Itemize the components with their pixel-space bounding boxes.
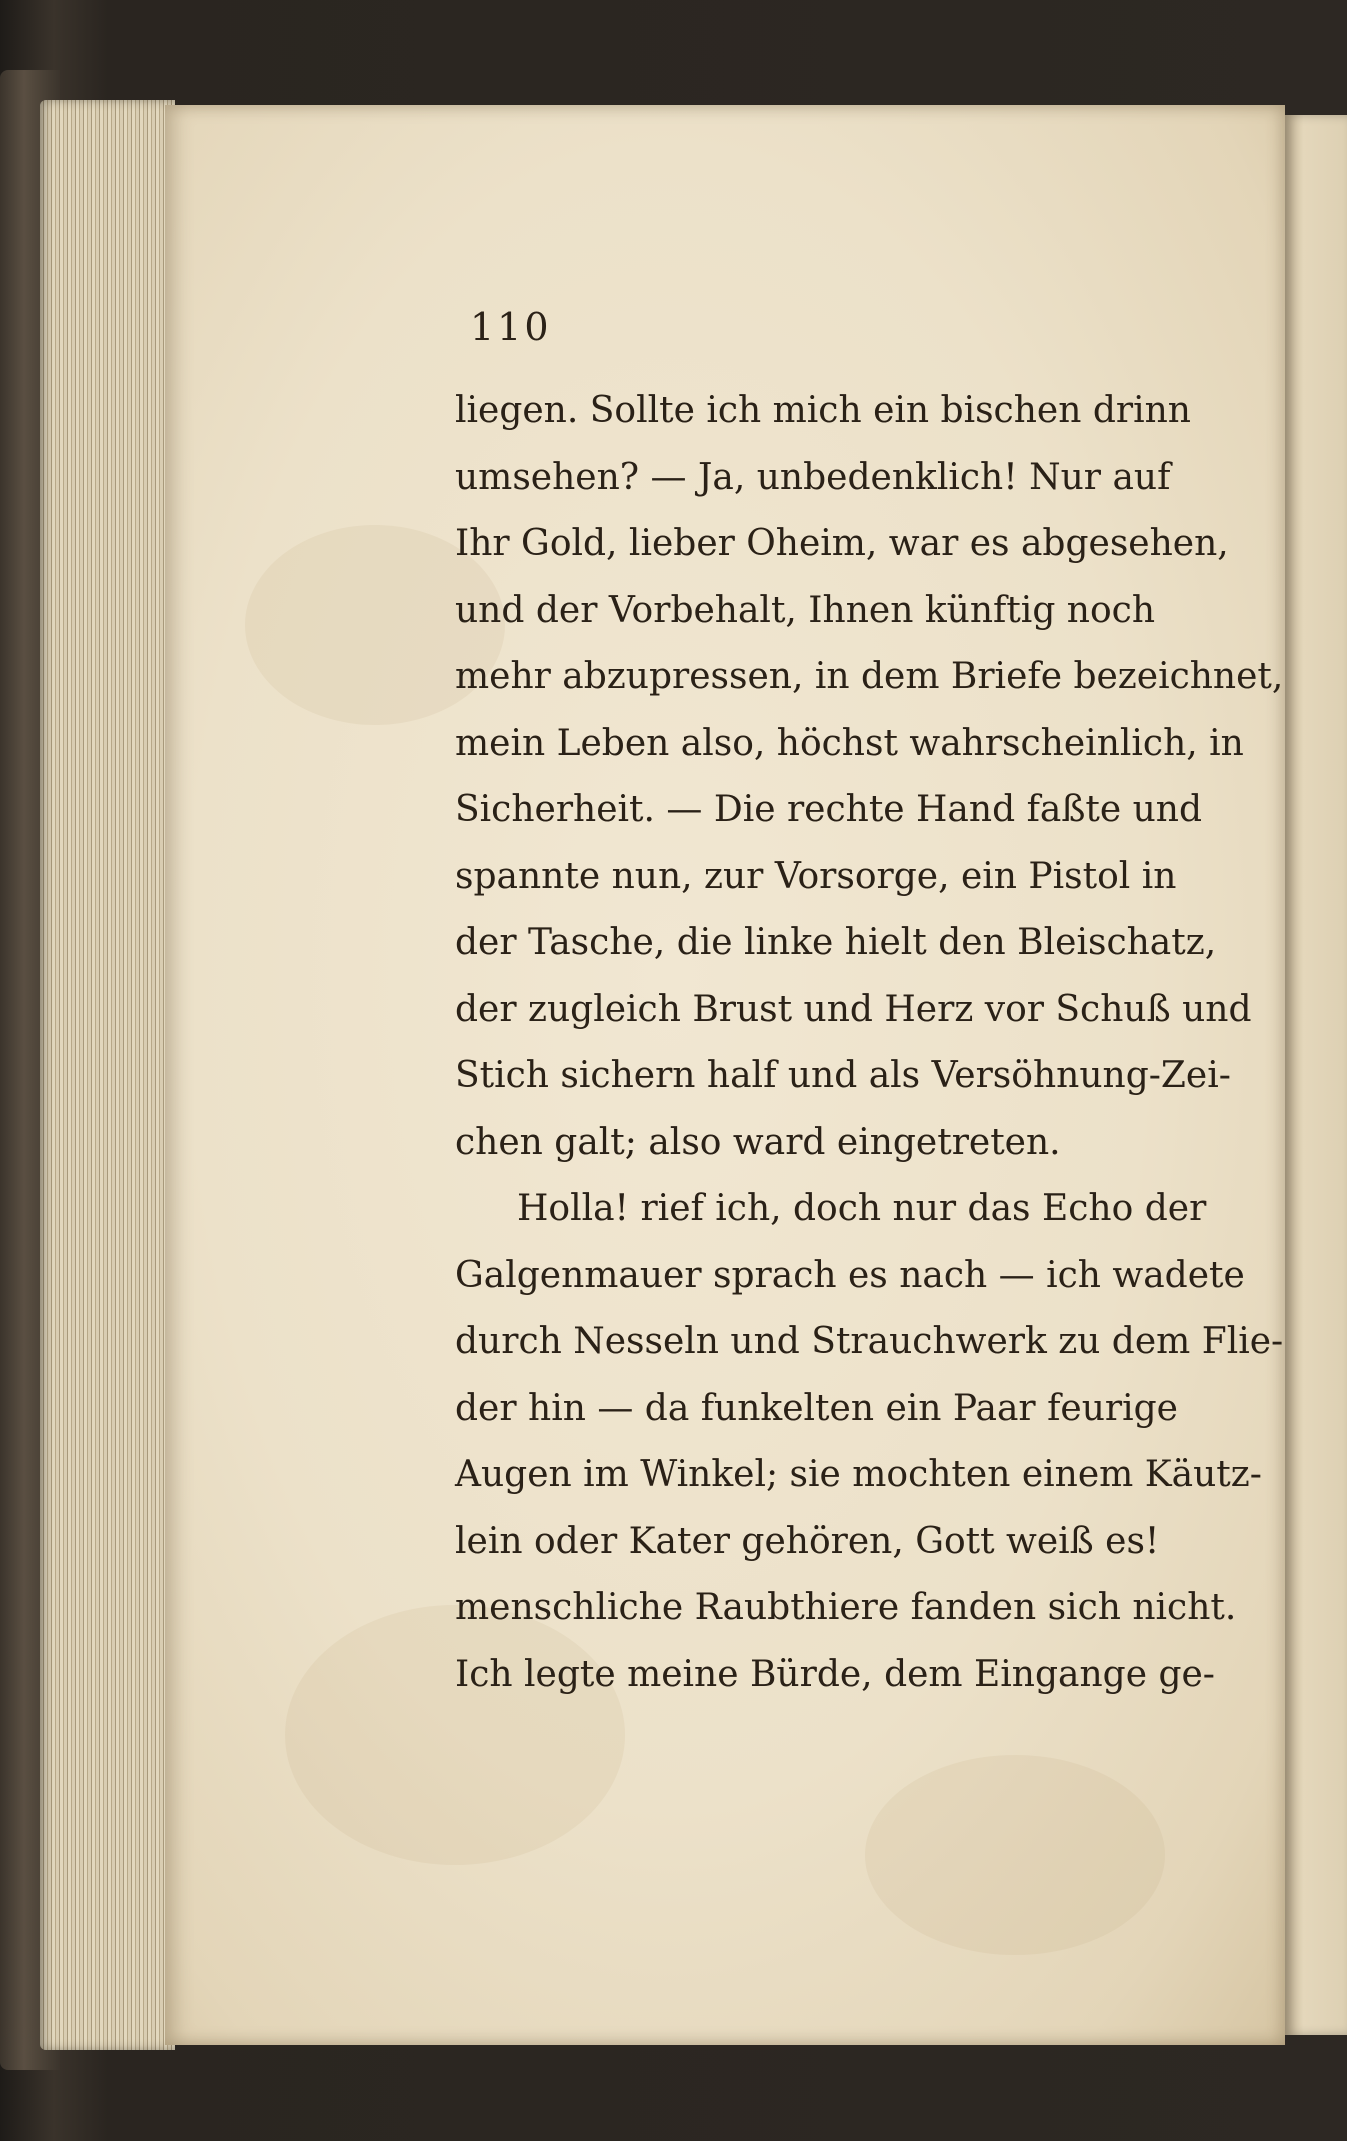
- text-line: umsehen? — Ja, unbedenklich! Nur auf: [455, 456, 1171, 498]
- text-line: der Tasche, die linke hielt den Bleischatz,: [455, 922, 1217, 963]
- text-line: lein oder Kater gehören, Gott weiß es!: [455, 1520, 1160, 1562]
- paper-stain: [865, 1755, 1165, 1955]
- page-edges: [40, 100, 175, 2050]
- text-line: durch Nesseln und Strauchwerk zu dem Flie-: [455, 1321, 1284, 1362]
- text-line: liegen. Sollte ich mich ein bischen drinn: [455, 390, 1191, 431]
- text-line: Galgenmauer sprach es nach — ich wadete: [455, 1254, 1245, 1296]
- text-line: der zugleich Brust und Herz vor Schuß und: [455, 988, 1252, 1030]
- text-line: und der Vorbehalt, Ihnen künftig noch: [455, 589, 1156, 631]
- text-line: Holla! rief ich, doch nur das Echo der: [517, 1188, 1207, 1229]
- text-line: Ihr Gold, lieber Oheim, war es abgesehen,: [455, 523, 1229, 564]
- text-line: chen galt; also ward eingetreten.: [455, 1121, 1061, 1163]
- page-number: 110: [470, 305, 552, 349]
- text-line: spannte nun, zur Vorsorge, ein Pistol in: [455, 855, 1177, 897]
- text-line: mehr abzupressen, in dem Briefe bezeichnet,: [455, 656, 1284, 697]
- text-line: Stich sichern half und als Versöhnung-Zei-: [455, 1055, 1231, 1096]
- page-text: [455, 378, 1284, 1708]
- text-line: der hin — da funkelten ein Paar feurige: [455, 1387, 1178, 1429]
- next-page-edge: [1285, 115, 1347, 2035]
- text-line: Augen im Winkel; sie mochten einem Käutz-: [455, 1454, 1262, 1495]
- text-line: mein Leben also, höchst wahrscheinlich, in: [455, 722, 1244, 764]
- text-line: Sicherheit. — Die rechte Hand faßte und: [455, 789, 1203, 830]
- text-line: menschliche Raubthiere fanden sich nicht.: [455, 1587, 1237, 1628]
- text-line: Ich legte meine Bürde, dem Eingange ge-: [455, 1653, 1215, 1695]
